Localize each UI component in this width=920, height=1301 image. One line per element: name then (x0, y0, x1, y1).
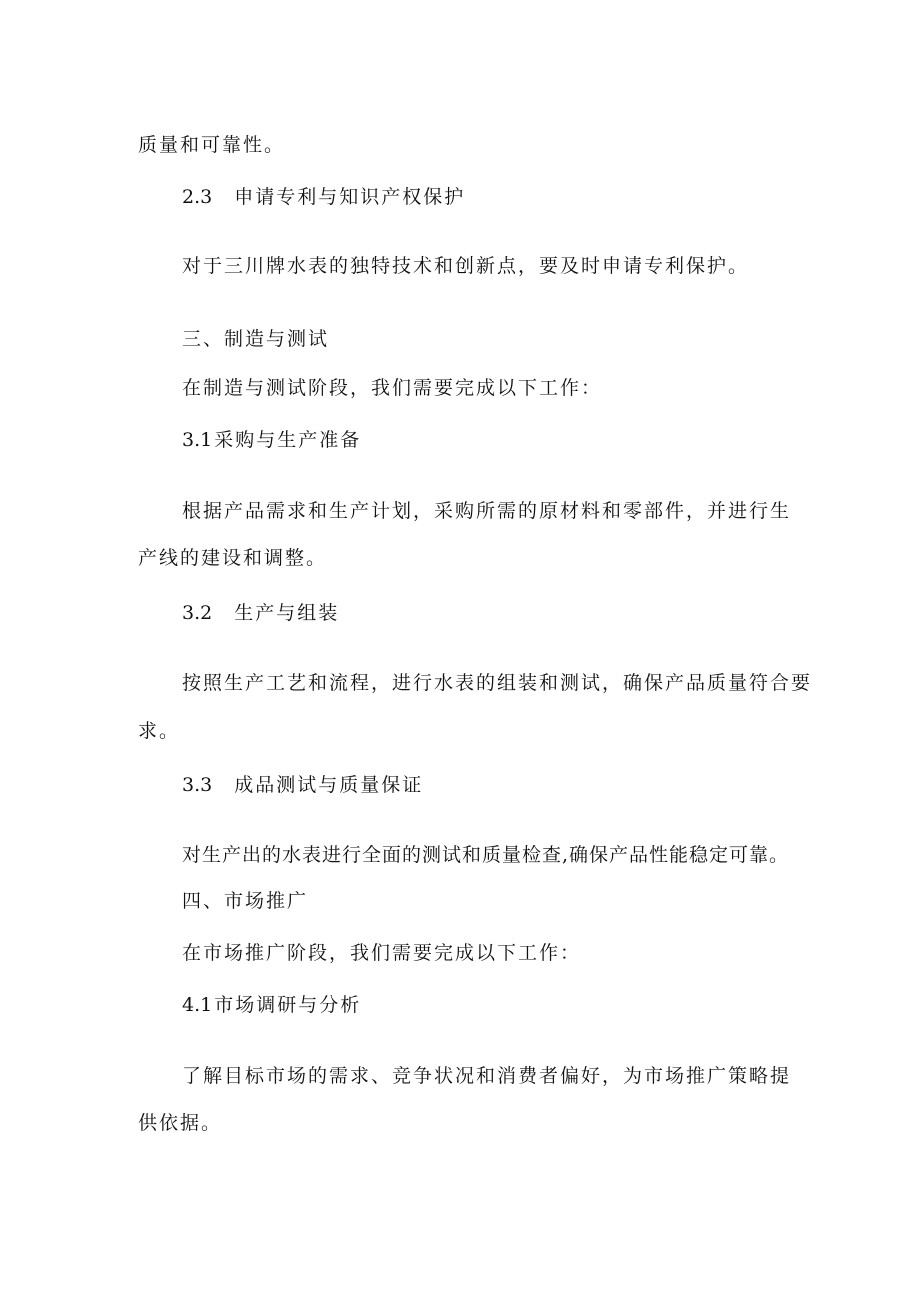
section-intro-4: 在市场推广阶段，我们需要完成以下工作： (182, 942, 582, 964)
paragraph-3-1-line-1: 根据产品需求和生产计划，采购所需的原材料和零部件，并进行生 (182, 500, 792, 522)
paragraph-4-1-line-2: 供依据。 (138, 1112, 223, 1134)
subsection-number: 3.1 (182, 429, 213, 451)
paragraph-3-2-line-1: 按照生产工艺和流程，进行水表的组装和测试，确保产品质量符合要 (182, 672, 813, 694)
section-heading-4: 四、市场推广 (182, 890, 309, 912)
paragraph-4-1-line-1: 了解目标市场的需求、竞争状况和消费者偏好，为市场推广策略提 (182, 1065, 792, 1087)
subsection-title: 生产与组装 (234, 602, 340, 624)
subsection-heading-3-3 (182, 773, 423, 797)
subsection-number: 3.2 (182, 602, 213, 624)
subsection-number: 3.3 (182, 774, 213, 796)
subsection-number: 4.1 (182, 994, 213, 1016)
subsection-heading-3-1 (182, 428, 361, 452)
paragraph-3-1-line-2: 产线的建设和调整。 (138, 547, 328, 569)
subsection-heading-4-1 (182, 993, 361, 1017)
paragraph-2-3: 对于三川牌水表的独特技术和创新点，要及时申请专利保护。 (182, 255, 750, 277)
continued-paragraph: 质量和可靠性。 (138, 134, 286, 156)
subsection-title: 市场调研与分析 (214, 994, 362, 1016)
subsection-heading-2-3 (182, 185, 465, 209)
section-intro-3: 在制造与测试阶段，我们需要完成以下工作： (182, 377, 603, 399)
subsection-title: 申请专利与知识产权保护 (234, 186, 466, 208)
section-heading-3: 三、制造与测试 (182, 328, 330, 350)
paragraph-3-3: 对生产出的水表进行全面的测试和质量检查,确保产品性能稳定可靠。 (182, 844, 790, 866)
paragraph-3-2-line-2: 求。 (138, 720, 181, 742)
subsection-title: 成品测试与质量保证 (234, 774, 424, 796)
subsection-heading-3-2 (182, 601, 339, 625)
subsection-title: 采购与生产准备 (214, 429, 362, 451)
subsection-number: 2.3 (182, 186, 213, 208)
